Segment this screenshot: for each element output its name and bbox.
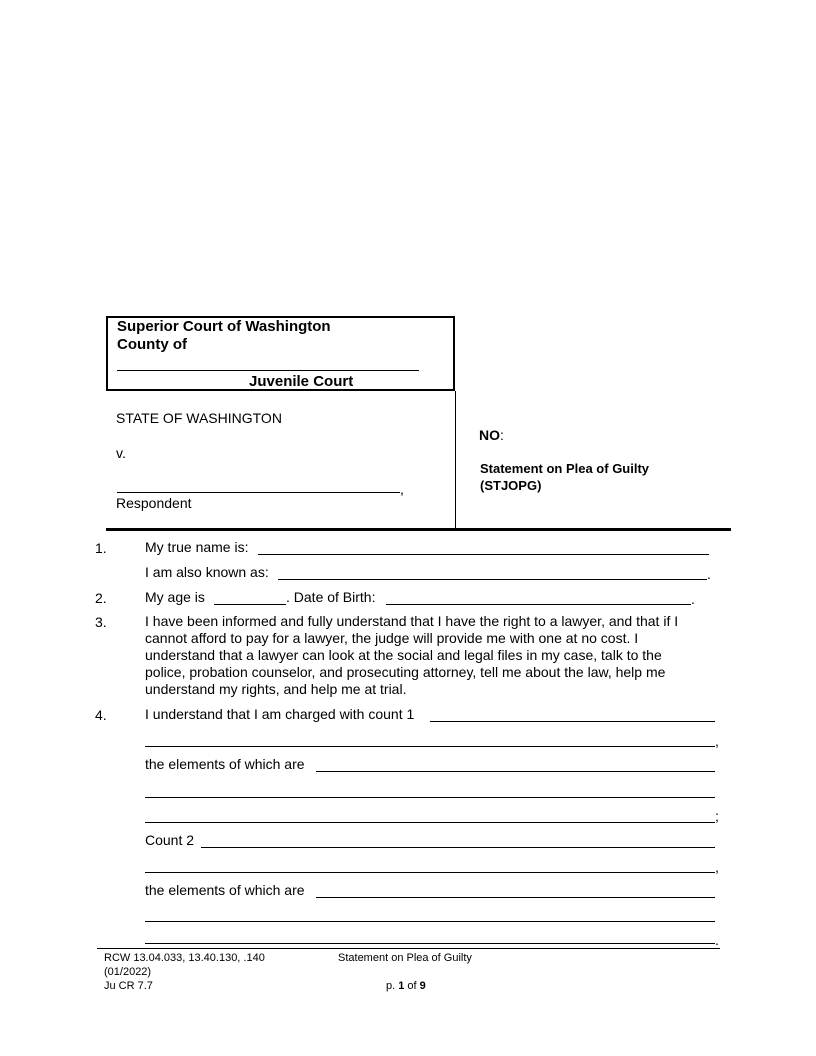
- footer-rule: [97, 948, 720, 949]
- aka-label: I am also known as:: [145, 564, 269, 580]
- dob-field[interactable]: [386, 604, 691, 605]
- respondent-label: Respondent: [116, 495, 192, 511]
- elements1-field-line2[interactable]: [145, 797, 715, 798]
- true-name-label: My true name is:: [145, 539, 249, 555]
- elements1-semicolon: ;: [715, 808, 719, 824]
- paragraph3-line4: police, probation counselor, and prosecuting attorney, tell me about the law, help me: [145, 664, 666, 680]
- county-label: County of: [117, 336, 187, 353]
- county-blank[interactable]: [117, 370, 419, 371]
- paragraph3-line5: understand my rights, and help me at trial.: [145, 681, 407, 697]
- item-number-1: 1.: [95, 540, 107, 556]
- caption-divider: [455, 391, 456, 529]
- elements1-field[interactable]: [316, 771, 715, 772]
- elements1-label: the elements of which are: [145, 756, 305, 772]
- paragraph3-line3: understand that a lawyer can look at the social and legal files in my case, talk to the: [145, 647, 662, 663]
- age-label: My age is: [145, 589, 205, 605]
- true-name-field[interactable]: [258, 554, 709, 555]
- elements2-period: .: [715, 932, 719, 948]
- dob-period: .: [691, 591, 695, 607]
- versus-label: v.: [116, 445, 126, 461]
- count1-comma: ,: [715, 733, 719, 749]
- court-name: Superior Court of Washington: [117, 318, 331, 335]
- respondent-name-field[interactable]: [117, 492, 400, 493]
- respondent-comma: ,: [400, 481, 404, 497]
- footer-rcw: RCW 13.04.033, 13.40.130, .140: [104, 952, 265, 964]
- aka-field[interactable]: [278, 579, 707, 580]
- dob-label: . Date of Birth:: [286, 589, 376, 605]
- elements2-field-line3[interactable]: [145, 943, 715, 944]
- footer-form-title: Statement on Plea of Guilty: [338, 952, 472, 964]
- count2-comma: ,: [715, 859, 719, 875]
- caption-bottom-rule: [106, 528, 731, 531]
- count2-label: Count 2: [145, 832, 195, 848]
- item-number-4: 4.: [95, 707, 107, 723]
- item-number-2: 2.: [95, 590, 107, 606]
- elements2-field[interactable]: [316, 897, 715, 898]
- juvenile-court-label: Juvenile Court: [249, 373, 354, 390]
- aka-period: .: [707, 566, 711, 582]
- count2-field-continued[interactable]: [145, 872, 715, 873]
- footer-date: (01/2022): [104, 966, 152, 978]
- elements1-field-line3[interactable]: [145, 822, 715, 823]
- paragraph3-line1: I have been informed and fully understand that I have the right to a lawyer, and that if I: [145, 613, 679, 629]
- item-number-3: 3.: [95, 614, 107, 630]
- count2-field[interactable]: [201, 847, 715, 848]
- count1-field[interactable]: [430, 721, 715, 722]
- elements2-field-line2[interactable]: [145, 921, 715, 922]
- footer-page-number: p. 1 of 9: [386, 980, 426, 992]
- form-title: Statement on Plea of Guilty: [480, 461, 650, 476]
- elements2-label: the elements of which are: [145, 882, 305, 898]
- case-number-label: NO:: [479, 427, 504, 443]
- count1-field-continued[interactable]: [145, 746, 715, 747]
- form-code: (STJOPG): [480, 478, 542, 493]
- footer-rule-ref: Ju CR 7.7: [104, 980, 153, 992]
- count1-label: I understand that I am charged with count 1: [145, 706, 415, 722]
- age-field[interactable]: [214, 604, 286, 605]
- paragraph3-line2: cannot afford to pay for a lawyer, the judge will provide me with one at no cost. I: [145, 630, 639, 646]
- state-label: STATE OF WASHINGTON: [116, 410, 282, 426]
